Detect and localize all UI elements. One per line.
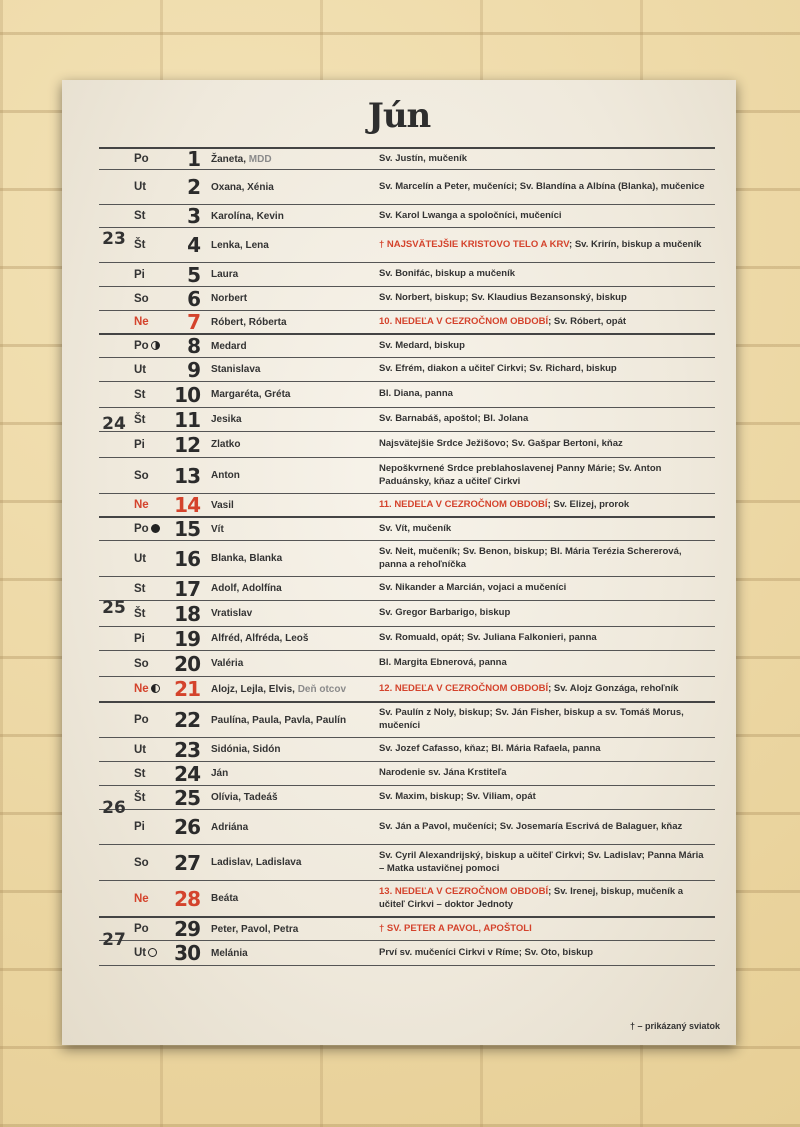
saint-text: Najsvätejšie Srdce Ježišovo; Sv. Gašpar Bertoni, kňaz [379, 438, 623, 450]
name-day-text: Medard [211, 340, 247, 352]
name-day-text: Karolína, Kevin [211, 210, 284, 222]
day-row [99, 880, 715, 916]
saint-text: Sv. Bonifác, biskup a mučeník [379, 268, 516, 280]
day-number: 12 [174, 432, 200, 457]
name-day-text: Beáta [211, 893, 239, 904]
weekday-label: Ut [134, 363, 147, 376]
day-number: 22 [174, 708, 200, 732]
day-row [99, 147, 715, 169]
weekday-label: So [134, 469, 149, 482]
name-days [206, 269, 375, 280]
saint-text: Sv. Ján a Pavol, mučeníci; Sv. Josemaría Escrivá de Balaguer, kňaz [379, 820, 683, 832]
saints-of-day [375, 707, 715, 733]
saint-text: Sv. Medard, biskup [379, 339, 465, 351]
day-number: 6 [187, 286, 200, 311]
day-row [99, 516, 715, 540]
name-day-text: Vratislav [211, 608, 253, 619]
saints-of-day [375, 499, 715, 512]
week-number: 26 [102, 797, 126, 818]
weekday [134, 389, 166, 401]
calendar-table [99, 147, 715, 966]
name-days [206, 684, 375, 695]
feast-highlight: † NAJSVÄTEJŠIE KRISTOVO TELO A KRV [379, 238, 570, 250]
day-row [99, 407, 715, 431]
day-number: 21 [174, 677, 200, 701]
saint-text: Bl. Diana, panna [379, 388, 453, 400]
weekday-label: Po [134, 153, 149, 165]
saints-of-day [375, 268, 715, 281]
weekday [134, 499, 166, 511]
name-days [206, 608, 375, 619]
saint-text: ; Sv. Alojz Gonzága, rehoľník [548, 682, 679, 694]
name-day-text: Laura [211, 269, 239, 280]
day-row [99, 169, 715, 204]
name-day-text: Vít [211, 523, 224, 535]
saint-text: ; Sv. Irenej, biskup, mučeník a učiteľ Cirkvi – doktor Jednoty [379, 885, 684, 910]
saints-of-day [375, 743, 715, 756]
weekday-label: Ut [134, 181, 147, 193]
day-row [99, 357, 715, 381]
name-days [206, 768, 375, 779]
name-days [206, 500, 375, 511]
weekday [134, 714, 166, 726]
weekday [134, 269, 166, 281]
weekday-label: Pi [134, 268, 145, 281]
day-row [99, 262, 715, 286]
saints-of-day [375, 607, 715, 620]
saint-text: Sv. Nikander a Marcián, vojaci a mučeníci [379, 582, 567, 594]
name-day-text: Alfréd, Alfréda, Leoš [211, 633, 309, 644]
saint-text: Sv. Karol Lwanga a spoločníci, mučeníci [379, 209, 562, 221]
name-day-text: Melánia [211, 947, 248, 959]
weekday-label: Ne [134, 316, 149, 328]
day-row [99, 493, 715, 516]
day-number: 11 [174, 407, 200, 432]
name-day-text: Norbert [211, 293, 248, 304]
saints-of-day [375, 821, 715, 834]
day-row [99, 676, 715, 701]
name-days [206, 524, 375, 535]
weekday-label: Pi [134, 632, 145, 645]
day-number: 16 [174, 546, 200, 571]
day-row [99, 540, 715, 576]
weekday-label: Po [134, 523, 149, 535]
weekday [134, 553, 166, 565]
name-day-text: Paulína, Paula, Pavla, Paulín [211, 714, 347, 726]
name-days [206, 154, 375, 165]
weekday-label: Ut [134, 743, 147, 756]
day-row [99, 701, 715, 737]
name-day-text: Margaréta, Gréta [211, 389, 291, 400]
day-number: 2 [187, 175, 200, 199]
weekday-label: Ne [134, 499, 149, 511]
feast-highlight: 10. NEDEĽA V CEZROČNOM OBDOBÍ [379, 315, 549, 327]
saints-of-day [375, 582, 715, 595]
day-number: 3 [187, 204, 200, 228]
weekday-label: So [134, 657, 149, 670]
weekday [134, 821, 166, 833]
day-row [99, 431, 715, 457]
weekday [134, 608, 166, 620]
weekday [134, 181, 166, 193]
saints-of-day [375, 153, 715, 166]
day-number: 27 [174, 850, 200, 875]
saints-of-day [375, 657, 715, 670]
name-days [206, 948, 375, 959]
name-days [206, 658, 375, 669]
day-row [99, 626, 715, 650]
feast-highlight: † SV. PETER A PAVOL, APOŠTOLI [379, 922, 532, 934]
saint-text: Sv. Vít, mučeník [379, 522, 452, 534]
day-number: 20 [174, 651, 200, 676]
name-days [206, 439, 375, 450]
weekday-label: Št [134, 413, 146, 426]
day-number: 30 [174, 941, 200, 965]
saint-text: ; Sv. Róbert, opát [548, 315, 627, 327]
name-days [206, 553, 375, 564]
saints-of-day [375, 850, 715, 876]
saints-of-day [375, 413, 715, 426]
month-title: Jún [367, 96, 431, 136]
name-day-text: Blanka, Blanka [211, 553, 283, 564]
weekday [134, 414, 166, 426]
saints-of-day [375, 923, 715, 936]
day-number: 14 [174, 493, 200, 517]
moon-phase-icon [151, 524, 160, 533]
weekday-label: Št [134, 791, 146, 804]
saints-of-day [375, 210, 715, 223]
saint-text: Sv. Justín, mučeník [379, 152, 467, 164]
day-number: 28 [174, 886, 200, 911]
day-row [99, 761, 715, 785]
name-days [206, 211, 375, 222]
name-days [206, 182, 375, 193]
name-day-text: Róbert, Róberta [211, 316, 287, 328]
weekday [134, 583, 166, 595]
day-number: 15 [174, 517, 200, 541]
weekday-label: Pi [134, 438, 145, 451]
day-number: 7 [187, 310, 200, 334]
day-row [99, 650, 715, 676]
name-day-text: Jesika [211, 414, 242, 425]
name-day-text: Adolf, Adolfína [211, 583, 282, 594]
weekday-label: St [134, 767, 146, 780]
day-number: 24 [174, 761, 200, 786]
saints-of-day [375, 438, 715, 451]
name-days [206, 414, 375, 425]
saint-text: Narodenie sv. Jána Krstiteľa [379, 767, 507, 779]
day-number: 5 [187, 262, 200, 287]
day-row [99, 785, 715, 809]
name-day-text: Oxana, Xénia [211, 181, 274, 193]
weekday [134, 923, 166, 935]
saint-text: Sv. Neit, mučeník; Sv. Benon, biskup; Bl. Mária Terézia Schererová, panna a rehoľníčka [379, 545, 682, 570]
saints-of-day [375, 767, 715, 780]
day-number: 8 [187, 334, 200, 358]
weekday [134, 947, 166, 959]
saint-text: ; Sv. Elizej, prorok [547, 498, 630, 510]
name-day-text: Žaneta, [211, 153, 247, 165]
saints-of-day [375, 947, 715, 960]
weekday [134, 210, 166, 222]
name-day-text: Valéria [211, 658, 244, 669]
weekday-label: Pi [134, 821, 145, 833]
saint-text: Sv. Maxim, biskup; Sv. Viliam, opát [379, 791, 536, 803]
weekday [134, 792, 166, 804]
weekday [134, 857, 166, 869]
saints-of-day [375, 363, 715, 376]
saint-text: ; Sv. Krirín, biskup a mučeník [569, 238, 702, 250]
holiday-note: MDD [246, 153, 272, 165]
name-days [206, 389, 375, 400]
weekday [134, 439, 166, 451]
saint-text: Sv. Norbert, biskup; Sv. Klaudius Bezansonský, biskup [379, 292, 627, 304]
saint-text: Sv. Cyril Alexandrijský, biskup a učiteľ Cirkvi; Sv. Ladislav; Panna Mária – Matka ustavičnej pomoci [379, 849, 704, 874]
name-days [206, 893, 375, 904]
saints-of-day [375, 388, 715, 401]
moon-phase-icon [151, 684, 160, 693]
name-days [206, 715, 375, 726]
name-day-text: Vasil [211, 499, 234, 511]
calendar-page [62, 80, 736, 1045]
name-days [206, 470, 375, 481]
day-row [99, 576, 715, 600]
name-days [206, 364, 375, 375]
name-days [206, 317, 375, 328]
day-row [99, 457, 715, 493]
day-number: 25 [174, 785, 200, 810]
week-number: 24 [102, 413, 126, 434]
saints-of-day [375, 546, 715, 572]
feast-highlight: 12. NEDEĽA V CEZROČNOM OBDOBÍ [379, 682, 549, 694]
weekday-label: Ne [134, 892, 149, 905]
name-day-text: Ján [211, 768, 229, 779]
weekday [134, 523, 166, 535]
name-days [206, 744, 375, 755]
name-day-text: Adriána [211, 821, 249, 833]
day-row [99, 916, 715, 940]
day-number: 17 [174, 576, 200, 601]
weekday-label: Ut [134, 552, 147, 565]
day-row [99, 286, 715, 310]
day-row [99, 597, 715, 626]
weekday [134, 293, 166, 305]
saints-of-day [375, 181, 715, 194]
moon-phase-icon [148, 948, 157, 957]
name-days [206, 583, 375, 594]
weekday-label: Po [134, 714, 149, 726]
weekday [134, 316, 166, 328]
weekday-label: Po [134, 340, 149, 352]
name-days [206, 341, 375, 352]
name-days [206, 924, 375, 935]
weekday-label: Št [134, 239, 146, 251]
name-day-text: Peter, Pavol, Petra [211, 923, 299, 935]
day-number: 29 [174, 917, 200, 941]
day-number: 10 [174, 382, 200, 407]
day-row [99, 809, 715, 844]
saint-text: Sv. Barnabáš, apoštol; Bl. Jolana [379, 413, 529, 425]
name-day-text: Ladislav, Ladislava [211, 857, 302, 868]
name-days [206, 857, 375, 868]
day-number: 9 [187, 357, 200, 382]
saint-text: Sv. Jozef Cafasso, kňaz; Bl. Mária Rafaela, panna [379, 743, 601, 755]
weekday [134, 768, 166, 780]
saints-of-day [375, 683, 715, 696]
day-number: 4 [187, 233, 200, 257]
day-number: 23 [174, 737, 200, 762]
weekday [134, 893, 166, 905]
name-days [206, 792, 375, 803]
weekday-label: Ut [134, 947, 147, 959]
weekday-label: So [134, 292, 149, 305]
saint-text: Nepoškvrnené Srdce preblahoslavenej Panny Márie; Sv. Anton Paduánsky, kňaz a učiteľ Cirkvi [379, 462, 662, 487]
saint-text: Sv. Paulín z Noly, biskup; Sv. Ján Fisher, biskup a sv. Tomáš Morus, mučeníci [379, 707, 684, 731]
saints-of-day [375, 791, 715, 804]
name-days [206, 293, 375, 304]
day-number: 13 [174, 463, 200, 488]
saint-text: Prví sv. mučeníci Cirkvi v Ríme; Sv. Oto, biskup [379, 946, 594, 958]
moon-phase-icon [151, 341, 160, 350]
name-days [206, 633, 375, 644]
weekday [134, 239, 166, 251]
name-days [206, 822, 375, 833]
weekday-label: Po [134, 923, 149, 935]
saints-of-day [375, 632, 715, 645]
saints-of-day [375, 292, 715, 305]
name-day-text: Alojz, Lejla, Elvis, [211, 683, 295, 695]
weekday-label: So [134, 856, 149, 869]
weekday [134, 744, 166, 756]
weekday [134, 364, 166, 376]
name-day-text: Anton [211, 470, 240, 481]
name-day-text: Lenka, Lena [211, 239, 269, 251]
weekday [134, 633, 166, 645]
day-row [99, 227, 715, 262]
feast-highlight: 11. NEDEĽA V CEZROČNOM OBDOBÍ [379, 498, 548, 510]
feast-highlight: 13. NEDEĽA V CEZROČNOM OBDOBÍ [379, 885, 549, 897]
saint-text: Sv. Efrém, diakon a učiteľ Cirkvi; Sv. Richard, biskup [379, 363, 617, 375]
week-number: 27 [102, 930, 126, 950]
weekday-label: Ne [134, 683, 149, 695]
weekday [134, 683, 166, 695]
day-row [99, 204, 715, 227]
saints-of-day [375, 316, 715, 329]
name-day-text: Sidónia, Sidón [211, 744, 281, 755]
weekday [134, 340, 166, 352]
weekday-label: Št [134, 607, 146, 620]
day-number: 26 [174, 815, 200, 839]
saints-of-day [375, 340, 715, 353]
weekday [134, 153, 166, 165]
saints-of-day [375, 239, 715, 252]
week-number: 23 [102, 229, 126, 249]
name-day-text: Stanislava [211, 364, 261, 375]
footnote: † – prikázaný sviatok [629, 1021, 720, 1031]
day-row [99, 381, 715, 407]
saint-text: Sv. Romuald, opát; Sv. Juliana Falkonieri, panna [379, 632, 597, 644]
name-day-text: Zlatko [211, 439, 241, 450]
day-row [99, 310, 715, 333]
day-number: 1 [187, 147, 200, 171]
day-number: 19 [174, 626, 200, 651]
day-number: 18 [174, 601, 200, 626]
saints-of-day [375, 463, 715, 489]
weekday-label: St [134, 210, 146, 222]
saint-text: Sv. Marcelín a Peter, mučeníci; Sv. Blandína a Albína (Blanka), mučenice [379, 180, 705, 192]
holiday-note: Deň otcov [294, 683, 347, 695]
weekday-label: St [134, 582, 146, 595]
day-row [99, 333, 715, 357]
day-row [99, 940, 715, 966]
weekday-label: St [134, 388, 146, 401]
saints-of-day [375, 886, 715, 912]
week-number: 25 [102, 597, 126, 618]
day-row [99, 737, 715, 761]
name-days [206, 240, 375, 251]
weekday [134, 470, 166, 482]
saints-of-day [375, 523, 715, 536]
saint-text: Sv. Gregor Barbarigo, biskup [379, 607, 511, 619]
saint-text: Bl. Margita Ebnerová, panna [379, 657, 507, 669]
weekday [134, 658, 166, 670]
day-row [99, 844, 715, 880]
name-day-text: Olívia, Tadeáš [211, 792, 278, 803]
